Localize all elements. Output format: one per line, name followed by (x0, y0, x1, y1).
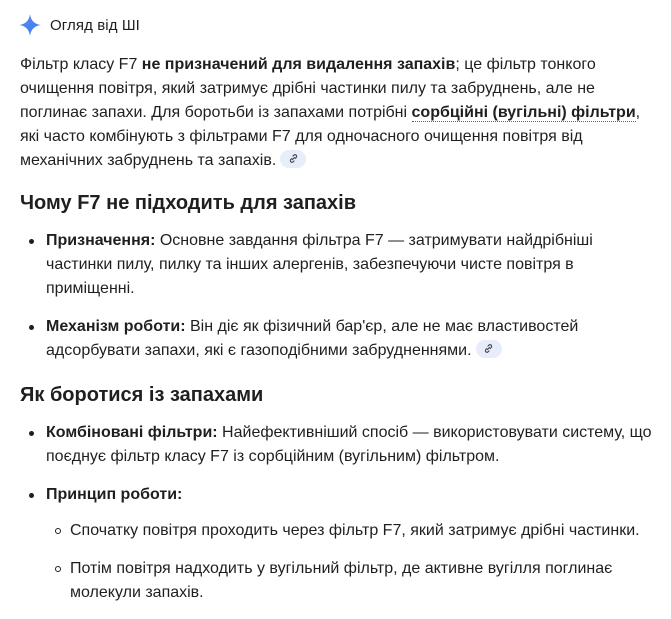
item-label: Призначення: (46, 232, 156, 249)
sub-list-item: Спочатку повітря проходить через фільтр F7, який затримує дрібні частинки. (46, 519, 660, 543)
list-item (20, 315, 660, 363)
source-link-button[interactable] (476, 340, 502, 358)
section-heading-how: Як боротися із запахами (20, 384, 264, 406)
source-link-button[interactable] (280, 150, 306, 168)
sub-list-item: Потім повітря надходить у вугільний фільтр, де активне вугілля поглинає молекули запахів. (46, 557, 660, 605)
ai-overview-title: Огляд від ШІ (50, 16, 140, 34)
intro-text-1: Фільтр класу F7 (20, 56, 142, 73)
why-list (20, 229, 660, 363)
intro-bold-1: не призначений для видалення запахів (141, 56, 456, 73)
intro-paragraph (20, 53, 660, 173)
principle-sublist (46, 519, 660, 605)
item-text: Найефективніший спосіб — використовувати систему, що поєднує фільтр класу F7 із сорбційним (вугільним) фільтром. (46, 424, 652, 465)
item-text: Він діє як фізичний бар'єр, але не має властивостей адсорбувати запахи, які є газоподібними забрудненнями. (46, 318, 579, 359)
list-item (20, 483, 660, 605)
link-icon (288, 153, 299, 164)
item-label: Принцип роботи: (46, 486, 183, 503)
how-list (20, 421, 660, 605)
section-heading-why: Чому F7 не підходить для запахів (20, 192, 357, 214)
item-label: Механізм роботи: (46, 318, 186, 335)
sparkle-icon (18, 13, 42, 37)
sorbent-filters-link[interactable]: сорбційні (вугільні) фільтри (411, 104, 636, 121)
item-text: Основне завдання фільтра F7 — затримувати найдрібніші частинки пилу, пилку та інших алергенів, забезпечуючи чисте повітря в приміщенні. (46, 232, 593, 297)
intro-text-2: ; це фільтр тонкого очищення повітря, який затримує дрібні частинки пилу та забруднень, але не поглинає запахи. Для боротьби із запахами потрібні (20, 56, 596, 121)
list-item (20, 229, 660, 301)
item-label: Комбіновані фільтри: (46, 424, 218, 441)
intro-text-3: , які часто комбінують з фільтрами F7 для одночасного очищення повітря від механічних забруднень та запахів. (20, 104, 641, 169)
link-icon (483, 343, 494, 354)
list-item (20, 421, 660, 469)
ai-overview-header (18, 12, 140, 38)
ai-overview-content (20, 53, 660, 619)
